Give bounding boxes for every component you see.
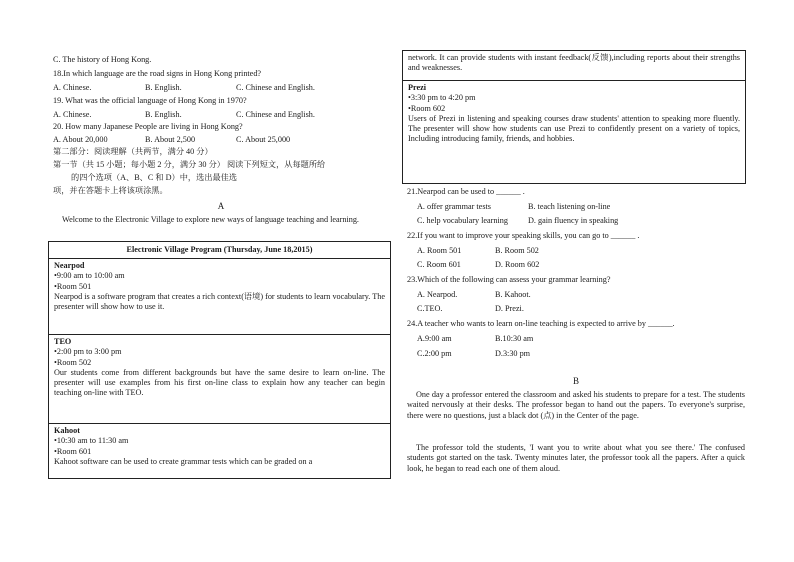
q23-option-c: C.TEO. xyxy=(417,304,443,313)
q18-option-a: A. Chinese. xyxy=(53,83,92,92)
passage-a-heading: A xyxy=(217,201,225,211)
q24-option-c: C.2:00 pm xyxy=(417,349,452,358)
session-desc: Kahoot software can be used to create grammar tests which can be graded on a xyxy=(54,456,313,466)
session-time: •3:30 pm to 4:20 pm xyxy=(408,93,476,103)
q21-option-c: C. help vocabulary learning xyxy=(417,216,508,225)
program-table-continued xyxy=(402,50,746,184)
session-time: •10:30 am to 11:30 am xyxy=(54,436,129,446)
session-teo xyxy=(49,335,390,424)
q18-question: 18.In which language are the road signs in Hong Kong printed? xyxy=(53,69,262,78)
session-nearpod xyxy=(49,259,390,335)
q22-question: 22.If you want to improve your speaking skills, you can go to ______ . xyxy=(407,231,640,240)
session-prezi xyxy=(403,81,745,183)
passage-b-heading: B xyxy=(572,376,579,386)
session-room: •Room 501 xyxy=(54,281,92,291)
session-desc: Nearpod is a software program that creates a rich context(语境) for students to learn vocabulary. The presenter will show how to use it. xyxy=(54,291,385,311)
q22-option-d: D. Room 602 xyxy=(495,260,540,269)
session-desc: Users of Prezi in listening and speaking courses draw students' attention to speaking more fluently. The presenter will show how students can use Prezi to confidently present on a variety of topics, Including introducing family, friends, and hobbies. xyxy=(408,113,740,144)
q23-option-d: D. Prezi. xyxy=(495,304,524,313)
q19-option-a: A. Chinese. xyxy=(53,110,92,119)
q21-option-a: A. offer grammar tests xyxy=(417,202,491,211)
q17-option-c: C. The history of Hong Kong. xyxy=(53,55,152,64)
session-time: •9:00 am to 10:00 am xyxy=(54,271,125,281)
session-name: Nearpod xyxy=(54,261,85,270)
session-name: Kahoot xyxy=(54,426,80,435)
session-kahoot xyxy=(49,424,390,478)
q19-option-c: C. Chinese and English. xyxy=(236,110,315,119)
q22-option-c: C. Room 601 xyxy=(417,260,461,269)
session-room: •Room 601 xyxy=(54,446,92,456)
q18-option-c: C. Chinese and English. xyxy=(236,83,315,92)
session-name: TEO xyxy=(54,337,72,346)
session-room: •Room 502 xyxy=(54,357,92,367)
passage-a-intro: Welcome to the Electronic Village to explore new ways of language teaching and learning. xyxy=(62,215,359,224)
q21-option-d: D. gain fluency in speaking xyxy=(528,216,619,225)
q24-option-d: D.3:30 pm xyxy=(495,349,531,358)
q20-option-c: C. About 25,000 xyxy=(236,135,291,144)
q23-question: 23.Which of the following can assess your grammar learning? xyxy=(407,275,611,284)
q22-option-a: A. Room 501 xyxy=(417,246,462,255)
q18-option-b: B. English. xyxy=(145,83,182,92)
q20-question: 20. How many Japanese People are living in Hong Kong? xyxy=(53,122,243,131)
part2-heading: 第二部分：阅读理解（共两节，满分 40 分） xyxy=(53,147,213,156)
q19-option-b: B. English. xyxy=(145,110,182,119)
section1-instructions-line2: 的四个选项（A、B、C 和 D）中，选出最佳选 xyxy=(71,173,238,182)
program-title: Electronic Village Program (Thursday, June 18,2015) xyxy=(49,242,390,259)
program-table xyxy=(48,241,391,479)
q24-option-a: A.9:00 am xyxy=(417,334,452,343)
q23-option-b: B. Kahoot. xyxy=(495,290,531,299)
session-name: Prezi xyxy=(408,83,427,92)
passage-b-paragraph-1: One day a professor entered the classroom and asked his students to prepare for a test. The students waited nervously at their desks. The professor began to hand out the papers. To everyone's surprise, there were no questions, just a black dot (点) in the Center of the page. xyxy=(407,390,745,420)
section1-instructions-line3: 项，并在答题卡上将该项涂黑。 xyxy=(53,186,168,195)
session-time: •2:00 pm to 3:00 pm xyxy=(54,347,122,357)
session-desc: Our students come from different backgrounds but have the same desire to learn on-line. The presenter will use examples from his first on-line class to explain how any teacher can begin teaching on-line with TEO. xyxy=(54,367,385,398)
q20-option-b: B. About 2,500 xyxy=(145,135,196,144)
q23-option-a: A. Nearpod. xyxy=(417,290,458,299)
q21-option-b: B. teach listening on-line xyxy=(528,202,611,211)
kahoot-desc-continued: network. It can provide students with instant feedback(反馈),including reports about their strengths and weaknesses. xyxy=(403,51,745,81)
q21-question: 21.Nearpod can be used to ______ . xyxy=(407,187,525,196)
q22-option-b: B. Room 502 xyxy=(495,246,539,255)
session-room: •Room 602 xyxy=(408,103,446,113)
q24-option-b: B.10:30 am xyxy=(495,334,534,343)
q20-option-a: A. About 20,000 xyxy=(53,135,108,144)
section1-instructions-line1: 第一节（共 15 小题；每小题 2 分，满分 30 分） 阅读下列短文，从每题所给 xyxy=(53,160,326,169)
passage-b-paragraph-2: The professor told the students, 'I want you to write about what you see there.' The confused students got started on the task. Twenty minutes later, the professor took all the papers. After a quick look, he began to read each one of them aloud. xyxy=(407,443,745,473)
q24-question: 24.A teacher who wants to learn on-line teaching is expected to arrive by ______. xyxy=(407,319,675,328)
q19-question: 19. What was the official language of Hong Kong in 1970? xyxy=(53,96,247,105)
